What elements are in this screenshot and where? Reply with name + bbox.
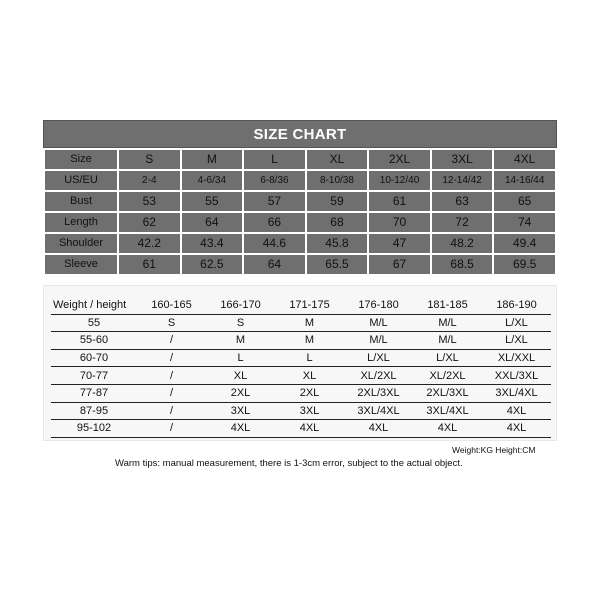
size-chart-cell: 62 <box>119 213 180 232</box>
height-column-header: 171-175 <box>275 297 344 314</box>
weight-height-cell: 2XL <box>275 384 344 402</box>
size-chart-cell: M <box>182 150 243 169</box>
weight-height-cell: 4XL <box>482 402 551 420</box>
size-chart-cell: 53 <box>119 192 180 211</box>
weight-row <box>51 332 551 350</box>
weight-row <box>51 384 551 402</box>
size-chart-cell: 4XL <box>494 150 555 169</box>
weight-height-cell: 2XL/3XL <box>344 384 413 402</box>
weight-height-cell: 3XL/4XL <box>482 384 551 402</box>
weight-row <box>51 314 551 332</box>
size-chart-cell: L <box>244 150 305 169</box>
weight-row <box>51 420 551 438</box>
weight-height-cell: 4XL <box>413 420 482 438</box>
size-chart-cell: 3XL <box>432 150 493 169</box>
weight-height-cell: 3XL/4XL <box>344 402 413 420</box>
weight-height-cell: L/XL <box>482 332 551 350</box>
size-chart-row-label: US/EU <box>45 171 117 190</box>
weight-height-cell: 4XL <box>344 420 413 438</box>
weight-height-cell: XL/2XL <box>413 367 482 385</box>
weight-height-cell: / <box>137 332 206 350</box>
size-chart-cell: 70 <box>369 213 430 232</box>
size-chart-cell: 66 <box>244 213 305 232</box>
weight-height-cell: S <box>206 314 275 332</box>
size-chart-row <box>45 171 555 190</box>
size-chart-cell: 68.5 <box>432 255 493 274</box>
size-chart-cell: 64 <box>244 255 305 274</box>
size-chart-cell: 65.5 <box>307 255 368 274</box>
size-chart-row-label: Shoulder <box>45 234 117 253</box>
weight-height-cell: 4XL <box>206 420 275 438</box>
weight-height-cell: 3XL <box>275 402 344 420</box>
weight-height-cell: M/L <box>344 314 413 332</box>
size-chart-cell: 74 <box>494 213 555 232</box>
size-chart-row <box>45 255 555 274</box>
size-chart-cell: 61 <box>119 255 180 274</box>
weight-row <box>51 349 551 367</box>
weight-height-cell: M/L <box>413 332 482 350</box>
size-chart-row-label: Length <box>45 213 117 232</box>
size-chart-row <box>45 234 555 253</box>
weight-height-cell: S <box>137 314 206 332</box>
size-chart-cell: 64 <box>182 213 243 232</box>
weight-height-table <box>51 297 551 438</box>
size-chart-row <box>45 150 555 169</box>
weight-height-cell: M/L <box>413 314 482 332</box>
weight-height-cell: XL <box>275 367 344 385</box>
size-chart-cell: S <box>119 150 180 169</box>
height-column-header: 176-180 <box>344 297 413 314</box>
size-chart-cell: 67 <box>369 255 430 274</box>
size-chart-cell: 65 <box>494 192 555 211</box>
weight-row-label: 87-95 <box>51 402 137 420</box>
weight-height-cell: 2XL/3XL <box>413 384 482 402</box>
weight-height-cell: / <box>137 420 206 438</box>
weight-height-cell: / <box>137 367 206 385</box>
weight-row-label: 95-102 <box>51 420 137 438</box>
weight-row <box>51 367 551 385</box>
size-chart-cell: 2-4 <box>119 171 180 190</box>
weight-height-cell: XL/2XL <box>344 367 413 385</box>
size-chart-cell: 2XL <box>369 150 430 169</box>
height-column-header: 181-185 <box>413 297 482 314</box>
size-chart-cell: 59 <box>307 192 368 211</box>
weight-height-cell: 4XL <box>482 420 551 438</box>
weight-height-cell: L/XL <box>344 349 413 367</box>
size-chart-cell: 68 <box>307 213 368 232</box>
size-chart-cell: 44.6 <box>244 234 305 253</box>
warm-tip: Warm tips: manual measurement, there is 1-3cm error, subject to the actual object. <box>115 458 463 469</box>
size-chart <box>43 120 557 276</box>
weight-row-label: 55 <box>51 314 137 332</box>
size-chart-cell: 69.5 <box>494 255 555 274</box>
weight-height-cell: XXL/3XL <box>482 367 551 385</box>
size-chart-cell: 48.2 <box>432 234 493 253</box>
weight-height-cell: M/L <box>344 332 413 350</box>
weight-row-label: 60-70 <box>51 349 137 367</box>
size-chart-row-label: Sleeve <box>45 255 117 274</box>
weight-height-cell: M <box>206 332 275 350</box>
weight-height-cell: L/XL <box>482 314 551 332</box>
weight-row-label: 77-87 <box>51 384 137 402</box>
size-chart-cell: 4-6/34 <box>182 171 243 190</box>
size-chart-cell: XL <box>307 150 368 169</box>
units-note: Weight:KG Height:CM <box>452 445 536 455</box>
size-chart-cell: 57 <box>244 192 305 211</box>
weight-height-cell: M <box>275 332 344 350</box>
weight-height-cell: M <box>275 314 344 332</box>
size-chart-row <box>45 213 555 232</box>
size-chart-cell: 72 <box>432 213 493 232</box>
weight-height-cell: 3XL/4XL <box>413 402 482 420</box>
size-chart-cell: 49.4 <box>494 234 555 253</box>
height-column-header: 166-170 <box>206 297 275 314</box>
size-chart-cell: 45.8 <box>307 234 368 253</box>
size-chart-title: SIZE CHART <box>43 120 557 148</box>
size-chart-cell: 43.4 <box>182 234 243 253</box>
weight-height-cell: / <box>137 349 206 367</box>
weight-height-cell: L <box>275 349 344 367</box>
weight-height-cell: XL <box>206 367 275 385</box>
size-chart-row-label: Bust <box>45 192 117 211</box>
size-chart-row-label: Size <box>45 150 117 169</box>
weight-height-chart <box>43 285 557 441</box>
size-chart-cell: 42.2 <box>119 234 180 253</box>
weight-height-cell: 3XL <box>206 402 275 420</box>
weight-row <box>51 402 551 420</box>
height-column-header: 186-190 <box>482 297 551 314</box>
weight-row-label: 55-60 <box>51 332 137 350</box>
weight-height-corner: Weight / height <box>51 297 137 314</box>
weight-height-cell: / <box>137 384 206 402</box>
size-chart-cell: 62.5 <box>182 255 243 274</box>
weight-height-cell: L <box>206 349 275 367</box>
size-chart-cell: 14-16/44 <box>494 171 555 190</box>
size-chart-cell: 55 <box>182 192 243 211</box>
size-chart-cell: 61 <box>369 192 430 211</box>
size-chart-cell: 10-12/40 <box>369 171 430 190</box>
weight-height-cell: 2XL <box>206 384 275 402</box>
weight-height-cell: XL/XXL <box>482 349 551 367</box>
size-chart-cell: 6-8/36 <box>244 171 305 190</box>
size-chart-cell: 8-10/38 <box>307 171 368 190</box>
size-chart-cell: 47 <box>369 234 430 253</box>
size-chart-cell: 12-14/42 <box>432 171 493 190</box>
size-chart-table <box>43 148 557 276</box>
weight-row-label: 70-77 <box>51 367 137 385</box>
weight-height-cell: 4XL <box>275 420 344 438</box>
weight-height-cell: / <box>137 402 206 420</box>
size-chart-row <box>45 192 555 211</box>
weight-height-cell: L/XL <box>413 349 482 367</box>
size-chart-cell: 63 <box>432 192 493 211</box>
height-column-header: 160-165 <box>137 297 206 314</box>
